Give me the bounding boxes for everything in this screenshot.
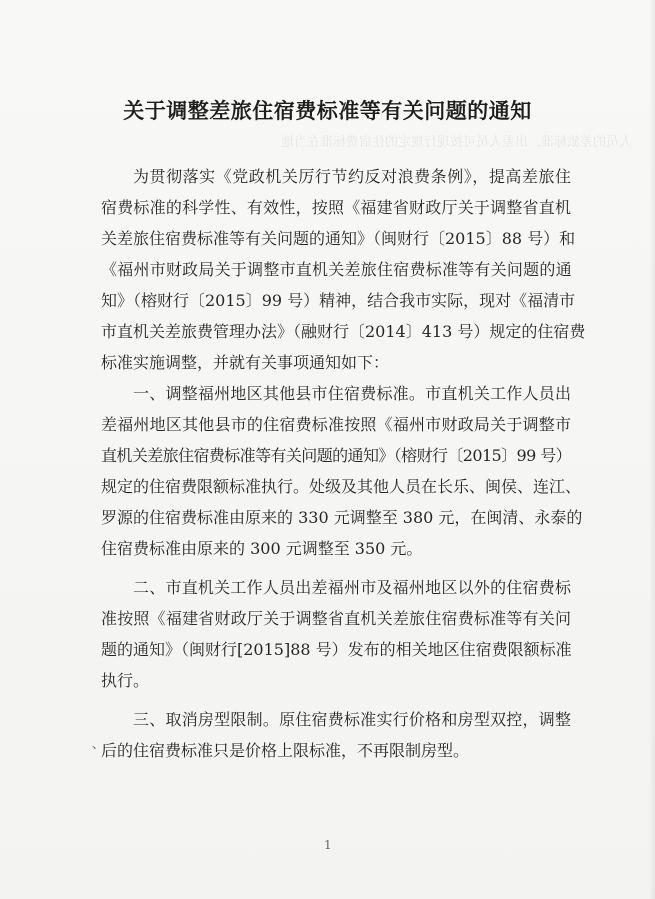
paragraph-2-line-2: 差福州地区其他县市的住宿费标准按照《福州市财政局关于调整市 — [101, 415, 571, 434]
paragraph-1-line-2: 宿费标准的科学性、有效性，按照《福建省财政厅关于调整省直机 — [101, 198, 571, 217]
paragraph-gap — [101, 564, 571, 572]
paragraph-gap — [101, 696, 571, 704]
scan-edge-shadow — [649, 0, 655, 899]
paragraph-3-line-3: 题的通知》（闽财行[2015]88 号）发布的相关地区住宿费限额标准 — [101, 640, 572, 659]
paragraph-1-line-7: 标准实施调整，并就有关事项通知如下： — [101, 353, 390, 372]
page-number: 1 — [324, 838, 332, 852]
paragraph-2-line-5: 罗源的住宿费标准由原来的 330 元调整至 380 元，在闽清、永泰的 — [101, 508, 583, 527]
stray-mark: 、 — [92, 737, 105, 751]
paragraph-2-line-4: 规定的住宿费限额标准执行。处级及其他人员在长乐、闽侯、连江、 — [101, 477, 582, 496]
paragraph-3-line-1: 二、市直机关工作人员出差福州市及福州地区以外的住宿费标 — [133, 578, 571, 597]
paragraph-2-line-1: 一、调整福州地区其他县市住宿费标准。市直机关工作人员出 — [133, 384, 571, 403]
paragraph-1-line-3: 关差旅住宿费标准等有关问题的通知》（闽财行〔2015〕88 号）和 — [101, 229, 576, 248]
paragraph-2-line-6: 住宿费标准由原来的 300 元调整至 350 元。 — [101, 539, 423, 558]
paragraph-3-line-2: 准按照《福建省财政厅关于调整省直机关差旅住宿费标准等有关问 — [101, 609, 571, 628]
paragraph-2-line-3: 直机关差旅住宿费标准等有关问题的通知》（榕财行〔2015〕99 号） — [101, 446, 571, 465]
document-body — [101, 161, 586, 766]
paragraph-1-line-5: 知》（榕财行〔2015〕99 号）精神，结合我市实际，现对《福清市 — [101, 291, 576, 310]
paragraph-1-line-1: 为贯彻落实《党政机关厉行节约反对浪费条例》，提高差旅住 — [133, 167, 571, 186]
bleed-through-text: 人员的差旅标准，出差人员可按现行规定的住宿费标准在当地 — [280, 135, 632, 150]
paragraph-4-line-2: 后的住宿费标准只是价格上限标准，不再限制房型。 — [101, 741, 470, 760]
document-title: 关于调整差旅住宿费标准等有关问题的通知 — [123, 98, 532, 123]
paragraph-4-line-1: 三、取消房型限制。原住宿费标准实行价格和房型双控，调整 — [133, 710, 571, 729]
paragraph-3-line-4: 执行。 — [101, 671, 150, 690]
paragraph-1-line-6: 市直机关差旅费管理办法》（融财行〔2014〕413 号）规定的住宿费 — [101, 322, 586, 341]
paragraph-1-line-4: 《福州市财政局关于调整市直机关差旅住宿费标准等有关问题的通 — [101, 260, 571, 279]
